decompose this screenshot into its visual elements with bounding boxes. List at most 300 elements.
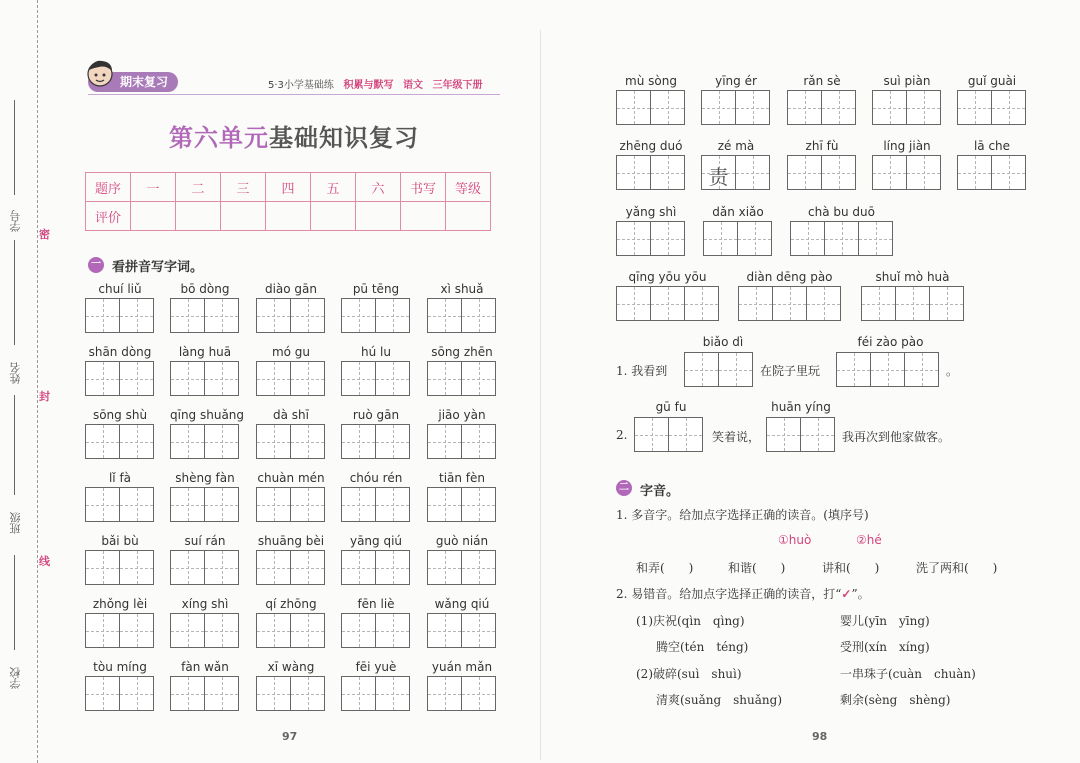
q1-option-1: ①huò	[778, 533, 812, 547]
pinyin-label: diào gān	[264, 282, 318, 296]
score-eval-cell[interactable]	[266, 202, 311, 231]
writing-cell[interactable]	[634, 417, 669, 452]
writing-cell[interactable]	[375, 361, 410, 396]
writing-cell[interactable]	[735, 90, 770, 125]
writing-cell[interactable]	[119, 298, 154, 333]
pinyin-label: guǐ guài	[967, 74, 1017, 88]
pinyin-label: qí zhōng	[265, 597, 317, 611]
pinyin-label: tòu míng	[93, 660, 147, 674]
pinyin-label: shān dòng	[88, 345, 152, 359]
writing-box-group	[85, 613, 154, 648]
writing-cell[interactable]	[256, 613, 291, 648]
score-header-cell: 五	[311, 173, 356, 202]
seal-mark-mi: 密	[39, 228, 50, 241]
pinyin-label: mó gu	[271, 345, 311, 359]
writing-box-group	[341, 361, 410, 396]
writing-cell[interactable]	[870, 352, 905, 387]
pinyin-label: xì shuǎ	[440, 282, 484, 296]
writing-cell[interactable]	[341, 613, 376, 648]
score-eval-cell[interactable]	[221, 202, 266, 231]
writing-cell[interactable]	[872, 90, 907, 125]
score-header-cell: 三	[221, 173, 266, 202]
writing-cell[interactable]	[461, 298, 496, 333]
writing-cell[interactable]	[806, 286, 841, 321]
writing-cell[interactable]	[341, 361, 376, 396]
writing-box-group	[341, 613, 410, 648]
writing-cell[interactable]	[119, 676, 154, 711]
title-unit: 第六单元	[169, 124, 269, 152]
writing-box-group	[427, 298, 496, 333]
q2-item[interactable]: 受刑(xín xíng)	[840, 640, 930, 654]
pinyin-label: shuǐ mò huà	[875, 270, 950, 284]
pinyin-label: bō dòng	[180, 282, 230, 296]
writing-cell[interactable]	[787, 155, 822, 190]
book-info	[268, 76, 483, 91]
writing-cell[interactable]	[461, 361, 496, 396]
writing-cell[interactable]	[427, 298, 462, 333]
writing-cell[interactable]	[668, 417, 703, 452]
writing-box-group	[703, 221, 772, 256]
section-number-badge: 二	[616, 480, 632, 496]
q2-item[interactable]: 婴儿(yīn yīng)	[840, 614, 930, 628]
writing-cell[interactable]	[375, 298, 410, 333]
writing-cell[interactable]	[461, 613, 496, 648]
pinyin-label: bǎi bù	[101, 534, 139, 548]
sentence2-pinyin-2: huān yíng	[771, 400, 831, 414]
pinyin-label: tiān fèn	[438, 471, 486, 485]
score-header-cell: 六	[356, 173, 401, 202]
writing-cell[interactable]	[256, 487, 291, 522]
score-eval-cell[interactable]	[311, 202, 356, 231]
writing-box-group	[427, 676, 496, 711]
writing-cell[interactable]	[170, 424, 205, 459]
margin-blank-line[interactable]	[14, 100, 15, 195]
writing-cell[interactable]	[821, 155, 856, 190]
pinyin-label: guò nián	[435, 534, 489, 548]
margin-blank-line[interactable]	[14, 240, 15, 345]
writing-cell[interactable]	[872, 155, 907, 190]
sentence1-prefix: 1. 我看到	[616, 364, 668, 378]
writing-cell[interactable]	[290, 298, 325, 333]
writing-cell[interactable]	[895, 286, 930, 321]
writing-cell[interactable]	[650, 90, 685, 125]
writing-cell[interactable]	[256, 550, 291, 585]
pinyin-label: dǎn xiǎo	[712, 205, 764, 219]
writing-cell[interactable]	[616, 90, 651, 125]
writing-cell[interactable]	[427, 676, 462, 711]
pinyin-label: lǐ fà	[108, 471, 132, 485]
book-name: 5·3小学基础练	[268, 80, 334, 91]
writing-cell[interactable]	[341, 676, 376, 711]
writing-box-group	[872, 155, 941, 190]
pinyin-label: zhǒng lèi	[92, 597, 148, 611]
pinyin-label: ruò gān	[352, 408, 400, 422]
writing-cell[interactable]	[85, 487, 120, 522]
score-eval-cell[interactable]	[401, 202, 446, 231]
sentence2-end: 我再次到他家做客。	[842, 430, 951, 444]
pinyin-label: chà bu duō	[808, 205, 875, 219]
writing-cell[interactable]	[204, 424, 239, 459]
pinyin-label: dà shī	[273, 408, 309, 422]
writing-box-group	[957, 155, 1026, 190]
score-header-cell: 等级	[446, 173, 491, 202]
writing-cell[interactable]	[703, 221, 738, 256]
writing-cell[interactable]	[119, 487, 154, 522]
pinyin-label: chuí liǔ	[98, 282, 142, 296]
writing-cell[interactable]	[790, 221, 825, 256]
writing-cell[interactable]	[738, 286, 773, 321]
pinyin-label: chóu rén	[349, 471, 403, 485]
writing-cell[interactable]	[119, 550, 154, 585]
writing-cell[interactable]	[170, 613, 205, 648]
writing-cell[interactable]	[341, 298, 376, 333]
writing-cell[interactable]	[427, 487, 462, 522]
writing-cell[interactable]	[461, 550, 496, 585]
margin-label-school: 学校	[9, 667, 22, 689]
writing-cell[interactable]	[119, 361, 154, 396]
sentence1-pinyin-1: biǎo dì	[702, 335, 744, 349]
writing-cell[interactable]	[170, 676, 205, 711]
writing-box-group	[170, 550, 239, 585]
title-topic: 基础知识复习	[269, 124, 419, 152]
writing-cell[interactable]	[290, 361, 325, 396]
writing-cell[interactable]	[957, 90, 992, 125]
writing-cell[interactable]	[650, 286, 685, 321]
book-series: 积累与默写	[343, 80, 394, 91]
writing-box-group	[616, 221, 685, 256]
writing-cell[interactable]	[290, 487, 325, 522]
writing-cell[interactable]	[375, 487, 410, 522]
writing-cell[interactable]	[85, 424, 120, 459]
writing-cell[interactable]	[906, 155, 941, 190]
score-header-cell: 书写	[401, 173, 446, 202]
q1-item[interactable]: 洗了两和( )	[916, 561, 998, 575]
review-badge: 期末复习	[88, 72, 178, 92]
sentence1-boxes-2	[836, 352, 939, 387]
writing-cell[interactable]	[427, 424, 462, 459]
writing-cell[interactable]	[701, 90, 736, 125]
margin-blank-line[interactable]	[14, 395, 15, 495]
writing-box-group	[85, 487, 154, 522]
pinyin-label: shuāng bèi	[257, 534, 325, 548]
writing-cell[interactable]	[290, 613, 325, 648]
writing-cell[interactable]	[85, 613, 120, 648]
writing-box-group	[427, 613, 496, 648]
writing-box-group	[85, 550, 154, 585]
writing-cell[interactable]	[735, 155, 770, 190]
writing-cell[interactable]	[824, 221, 859, 256]
writing-cell[interactable]	[906, 90, 941, 125]
writing-cell[interactable]	[991, 90, 1026, 125]
writing-box-group	[256, 487, 325, 522]
writing-cell[interactable]	[204, 613, 239, 648]
writing-cell[interactable]	[800, 417, 835, 452]
page-gutter	[540, 30, 541, 760]
margin-label-student-id: 学号	[9, 210, 22, 232]
writing-cell[interactable]	[119, 424, 154, 459]
writing-box-group	[427, 361, 496, 396]
writing-cell[interactable]	[461, 424, 496, 459]
pinyin-label: làng huā	[178, 345, 232, 359]
writing-cell[interactable]	[290, 676, 325, 711]
q2-item[interactable]: (2)破碎(suì shuì)	[636, 667, 742, 681]
margin-label-class: 班级	[9, 512, 22, 534]
writing-cell[interactable]	[616, 155, 651, 190]
q1-item[interactable]: 和弄( )	[636, 561, 694, 575]
pinyin-label: sōng shù	[92, 408, 148, 422]
writing-cell[interactable]	[821, 90, 856, 125]
writing-box-group	[170, 613, 239, 648]
writing-cell[interactable]	[170, 298, 205, 333]
writing-box-group	[616, 286, 719, 321]
writing-box-group	[170, 424, 239, 459]
writing-cell[interactable]	[170, 361, 205, 396]
pinyin-label: mù sòng	[625, 74, 677, 88]
writing-box-group	[341, 487, 410, 522]
q2-text: 2. 易错音。给加点字选择正确的读音，打“	[616, 587, 842, 601]
writing-cell[interactable]	[616, 221, 651, 256]
q1-item[interactable]: 讲和( )	[822, 561, 880, 575]
sentence2-pinyin-1: gū fu	[655, 400, 687, 414]
book-subject: 语文	[403, 80, 423, 91]
writing-box-group	[427, 424, 496, 459]
writing-cell[interactable]	[85, 298, 120, 333]
seal-mark-feng: 封	[39, 390, 50, 403]
score-eval-label: 评价	[86, 202, 131, 231]
writing-cell[interactable]	[375, 613, 410, 648]
pinyin-label: xī wàng	[267, 660, 315, 674]
writing-cell[interactable]	[861, 286, 896, 321]
writing-box-group	[341, 676, 410, 711]
score-header-cell: 二	[176, 173, 221, 202]
pinyin-label: chuàn mén	[257, 471, 325, 485]
pinyin-label: yǎng shì	[625, 205, 677, 219]
pinyin-label: xíng shì	[181, 597, 229, 611]
writing-cell[interactable]	[684, 286, 719, 321]
writing-cell[interactable]	[701, 155, 736, 190]
writing-box-group	[256, 613, 325, 648]
sentence1-middle: 在院子里玩	[760, 364, 821, 378]
pinyin-label: pū tēng	[352, 282, 400, 296]
page-title	[88, 118, 500, 153]
binding-dashed-line	[37, 0, 38, 763]
writing-cell[interactable]	[85, 361, 120, 396]
q2-item[interactable]: 腾空(tén téng)	[656, 640, 749, 654]
writing-box-group	[85, 676, 154, 711]
pinyin-label: hú lu	[361, 345, 391, 359]
pinyin-label: fēi yuè	[355, 660, 397, 674]
writing-box-group	[341, 550, 410, 585]
pinyin-label: qīng yōu yōu	[628, 270, 707, 284]
pinyin-label: qīng shuǎng	[170, 408, 245, 422]
writing-cell[interactable]	[427, 361, 462, 396]
pinyin-label: líng jiàn	[883, 139, 931, 153]
writing-cell[interactable]	[170, 550, 205, 585]
writing-box-group	[85, 361, 154, 396]
pinyin-label: yāng qiú	[349, 534, 403, 548]
writing-box-group	[170, 361, 239, 396]
writing-cell[interactable]	[650, 155, 685, 190]
sentence2-boxes-2	[766, 417, 835, 452]
pinyin-label: rǎn sè	[803, 74, 841, 88]
pinyin-label: zhī fù	[805, 139, 839, 153]
section-number-badge: 一	[88, 257, 104, 273]
writing-box-group	[341, 424, 410, 459]
writing-box-group	[170, 487, 239, 522]
writing-cell[interactable]	[772, 286, 807, 321]
writing-cell[interactable]	[836, 352, 871, 387]
writing-cell[interactable]	[427, 613, 462, 648]
writing-box-group	[861, 286, 964, 321]
q1-option-2: ②hé	[856, 533, 882, 547]
writing-box-group	[787, 90, 856, 125]
writing-cell[interactable]	[256, 361, 291, 396]
writing-cell[interactable]	[957, 155, 992, 190]
writing-box-group	[341, 298, 410, 333]
writing-cell[interactable]	[119, 613, 154, 648]
margin-label-name: 姓名	[9, 362, 22, 384]
pinyin-label: jiāo yàn	[438, 408, 486, 422]
writing-cell[interactable]	[858, 221, 893, 256]
writing-cell[interactable]	[650, 221, 685, 256]
pinyin-label: yīng ér	[715, 74, 757, 88]
writing-cell[interactable]	[290, 424, 325, 459]
writing-box-group	[256, 361, 325, 396]
score-header-cell: 一	[131, 173, 176, 202]
writing-cell[interactable]	[684, 352, 719, 387]
writing-cell[interactable]	[85, 550, 120, 585]
sentence1-pinyin-2: féi zào pào	[857, 335, 924, 349]
writing-box-group	[872, 90, 941, 125]
writing-cell[interactable]	[204, 550, 239, 585]
writing-cell[interactable]	[204, 676, 239, 711]
q2-item[interactable]: (1)庆祝(qìn qìng)	[636, 614, 745, 628]
writing-box-group	[256, 676, 325, 711]
writing-cell[interactable]	[204, 487, 239, 522]
writing-box-group	[701, 90, 770, 125]
pinyin-label: wǎng qiú	[434, 597, 490, 611]
writing-box-group	[957, 90, 1026, 125]
writing-cell[interactable]	[616, 286, 651, 321]
writing-cell[interactable]	[204, 298, 239, 333]
pinyin-label: zé mà	[717, 139, 755, 153]
pinyin-label: lā che	[973, 139, 1011, 153]
writing-box-group	[170, 298, 239, 333]
score-table	[85, 172, 491, 231]
prefilled-character: 责	[708, 165, 729, 189]
mascot-icon	[86, 58, 116, 92]
page-number-left: 97	[282, 730, 298, 743]
score-eval-row	[86, 202, 491, 231]
pinyin-label: zhēng duó	[619, 139, 683, 153]
pinyin-label: fēn liè	[357, 597, 395, 611]
q2-item[interactable]: 清爽(suǎng shuǎng)	[656, 693, 782, 707]
q2-text-end: ”。	[851, 587, 870, 601]
sentence1-end: 。	[946, 364, 959, 378]
section-title: 字音。	[640, 484, 680, 499]
writing-cell[interactable]	[256, 424, 291, 459]
writing-cell[interactable]	[929, 286, 964, 321]
score-header-row	[86, 173, 491, 202]
pinyin-label: shèng fàn	[175, 471, 235, 485]
writing-box-group	[427, 487, 496, 522]
writing-cell[interactable]	[341, 550, 376, 585]
sentence2-middle: 笑着说，	[712, 430, 761, 444]
pinyin-label: suì piàn	[883, 74, 931, 88]
q2-item[interactable]: 一串珠子(cuàn chuàn)	[840, 667, 976, 681]
writing-cell[interactable]	[85, 676, 120, 711]
seal-mark-xian: 线	[39, 555, 50, 568]
score-header-cell: 题序	[86, 173, 131, 202]
writing-cell[interactable]	[737, 221, 772, 256]
header-rule	[88, 94, 500, 95]
writing-cell[interactable]	[461, 676, 496, 711]
writing-cell[interactable]	[256, 298, 291, 333]
score-eval-cell[interactable]	[446, 202, 491, 231]
writing-cell[interactable]	[204, 361, 239, 396]
writing-cell[interactable]	[341, 487, 376, 522]
page-number-right: 98	[812, 730, 828, 743]
pinyin-label: suí rán	[184, 534, 226, 548]
writing-box-group	[738, 286, 841, 321]
writing-cell[interactable]	[766, 417, 801, 452]
writing-box-group	[85, 298, 154, 333]
writing-box-group	[701, 155, 770, 190]
writing-cell[interactable]	[375, 550, 410, 585]
writing-box-group	[427, 550, 496, 585]
section-title: 看拼音写字词。	[112, 260, 204, 275]
writing-box-group	[170, 676, 239, 711]
q1-item[interactable]: 和谐( )	[728, 561, 786, 575]
pinyin-label: sōng zhēn	[431, 345, 493, 359]
writing-box-group	[256, 298, 325, 333]
score-eval-cell[interactable]	[131, 202, 176, 231]
check-icon: ✓	[841, 587, 852, 601]
writing-box-group	[85, 424, 154, 459]
writing-cell[interactable]	[375, 424, 410, 459]
writing-box-group	[256, 550, 325, 585]
book-grade: 三年级下册	[432, 80, 483, 91]
writing-cell[interactable]	[991, 155, 1026, 190]
writing-box-group	[616, 155, 685, 190]
writing-box-group	[787, 155, 856, 190]
writing-cell[interactable]	[787, 90, 822, 125]
writing-cell[interactable]	[718, 352, 753, 387]
writing-box-group	[616, 90, 685, 125]
sentence2-boxes-1	[634, 417, 703, 452]
writing-box-group	[790, 221, 893, 256]
writing-cell[interactable]	[375, 676, 410, 711]
pinyin-label: yuán mǎn	[431, 660, 493, 674]
writing-box-group	[256, 424, 325, 459]
writing-cell[interactable]	[461, 487, 496, 522]
writing-cell[interactable]	[904, 352, 939, 387]
score-eval-cell[interactable]	[356, 202, 401, 231]
margin-blank-line[interactable]	[14, 555, 15, 650]
pinyin-label: fàn wǎn	[181, 660, 229, 674]
q2-instruction	[616, 585, 870, 602]
sentence2-prefix: 2.	[616, 428, 628, 442]
sentence1-boxes-1	[684, 352, 753, 387]
score-eval-cell[interactable]	[176, 202, 221, 231]
q1-instruction: 1. 多音字。给加点字选择正确的读音。(填序号)	[616, 508, 869, 522]
writing-cell[interactable]	[427, 550, 462, 585]
writing-cell[interactable]	[256, 676, 291, 711]
q2-item[interactable]: 剩余(sèng shèng)	[840, 693, 951, 707]
writing-cell[interactable]	[290, 550, 325, 585]
writing-cell[interactable]	[341, 424, 376, 459]
writing-cell[interactable]	[170, 487, 205, 522]
